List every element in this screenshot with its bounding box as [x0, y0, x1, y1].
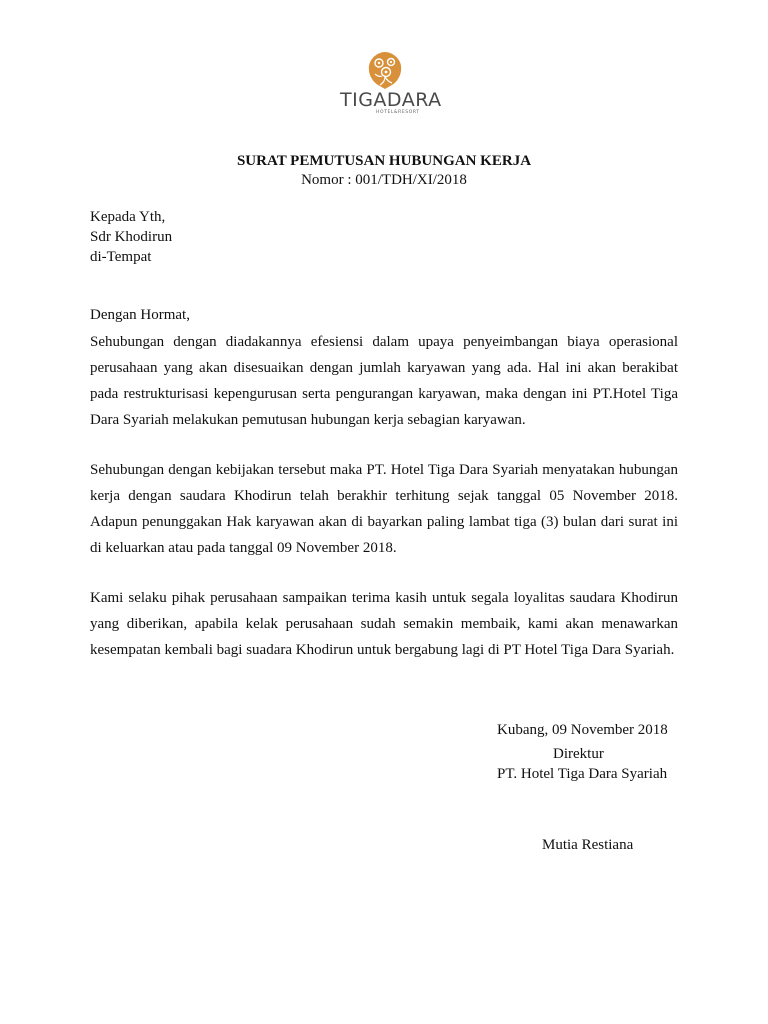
recipient-name: Sdr Khodirun [90, 229, 173, 245]
signature-position: Direktur [553, 746, 604, 762]
letter-title: SURAT PEMUTUSAN HUBUNGAN KERJA [236, 153, 532, 169]
letter-heading [0, 152, 768, 190]
flower-emblem-icon [366, 50, 404, 90]
recipient-line-1: Kepada Yth, [90, 209, 166, 225]
logo-wordmark: TIGADARA [340, 89, 442, 111]
signatory-name: Mutia Restiana [542, 837, 634, 853]
salutation: Dengan Hormat, [90, 307, 190, 323]
logo-subtitle: HOTEL&RESORT [376, 110, 420, 115]
body-paragraph-3: Kami selaku pihak perusahaan sampaikan terima kasih untuk segala loyalitas saudara Khodirun yang diberikan, apabila kelak perusahaan sudah semakin membaik, kami akan menawarkan kesempatan kembali bagi suadara Khodirun untuk bergabung lagi di PT Hotel Tiga Dara Syariah. [90, 590, 678, 658]
body-paragraph-2: Sehubungan dengan kebijakan tersebut maka PT. Hotel Tiga Dara Syariah menyatakan hubungan kerja dengan saudara Khodirun telah berakhir terhitung sejak tanggal 05 November 2018. Adapun penunggakan Hak karyawan akan di bayarkan paling lambat tiga (3) bulan dari surat ini di keluarkan atau pada tanggal 09 November 2018. [90, 462, 678, 556]
body-paragraph-1: Sehubungan dengan diadakannya efesiensi dalam upaya penyeimbangan biaya operasional perusahaan yang akan disesuaikan dengan jumlah karyawan yang ada. Hal ini akan berakibat pada restrukturisasi kepengurusan serta pengurangan karyawan, maka dengan ini PT.Hotel Tiga Dara Syariah melakukan pemutusan hubungan kerja sebagian karyawan. [90, 334, 678, 428]
recipient-location: di-Tempat [90, 249, 152, 265]
letter-number: Nomor : 001/TDH/XI/2018 [301, 172, 467, 188]
signature-company: PT. Hotel Tiga Dara Syariah [497, 766, 668, 782]
signature-place-date: Kubang, 09 November 2018 [497, 722, 668, 738]
company-logo [340, 50, 442, 130]
